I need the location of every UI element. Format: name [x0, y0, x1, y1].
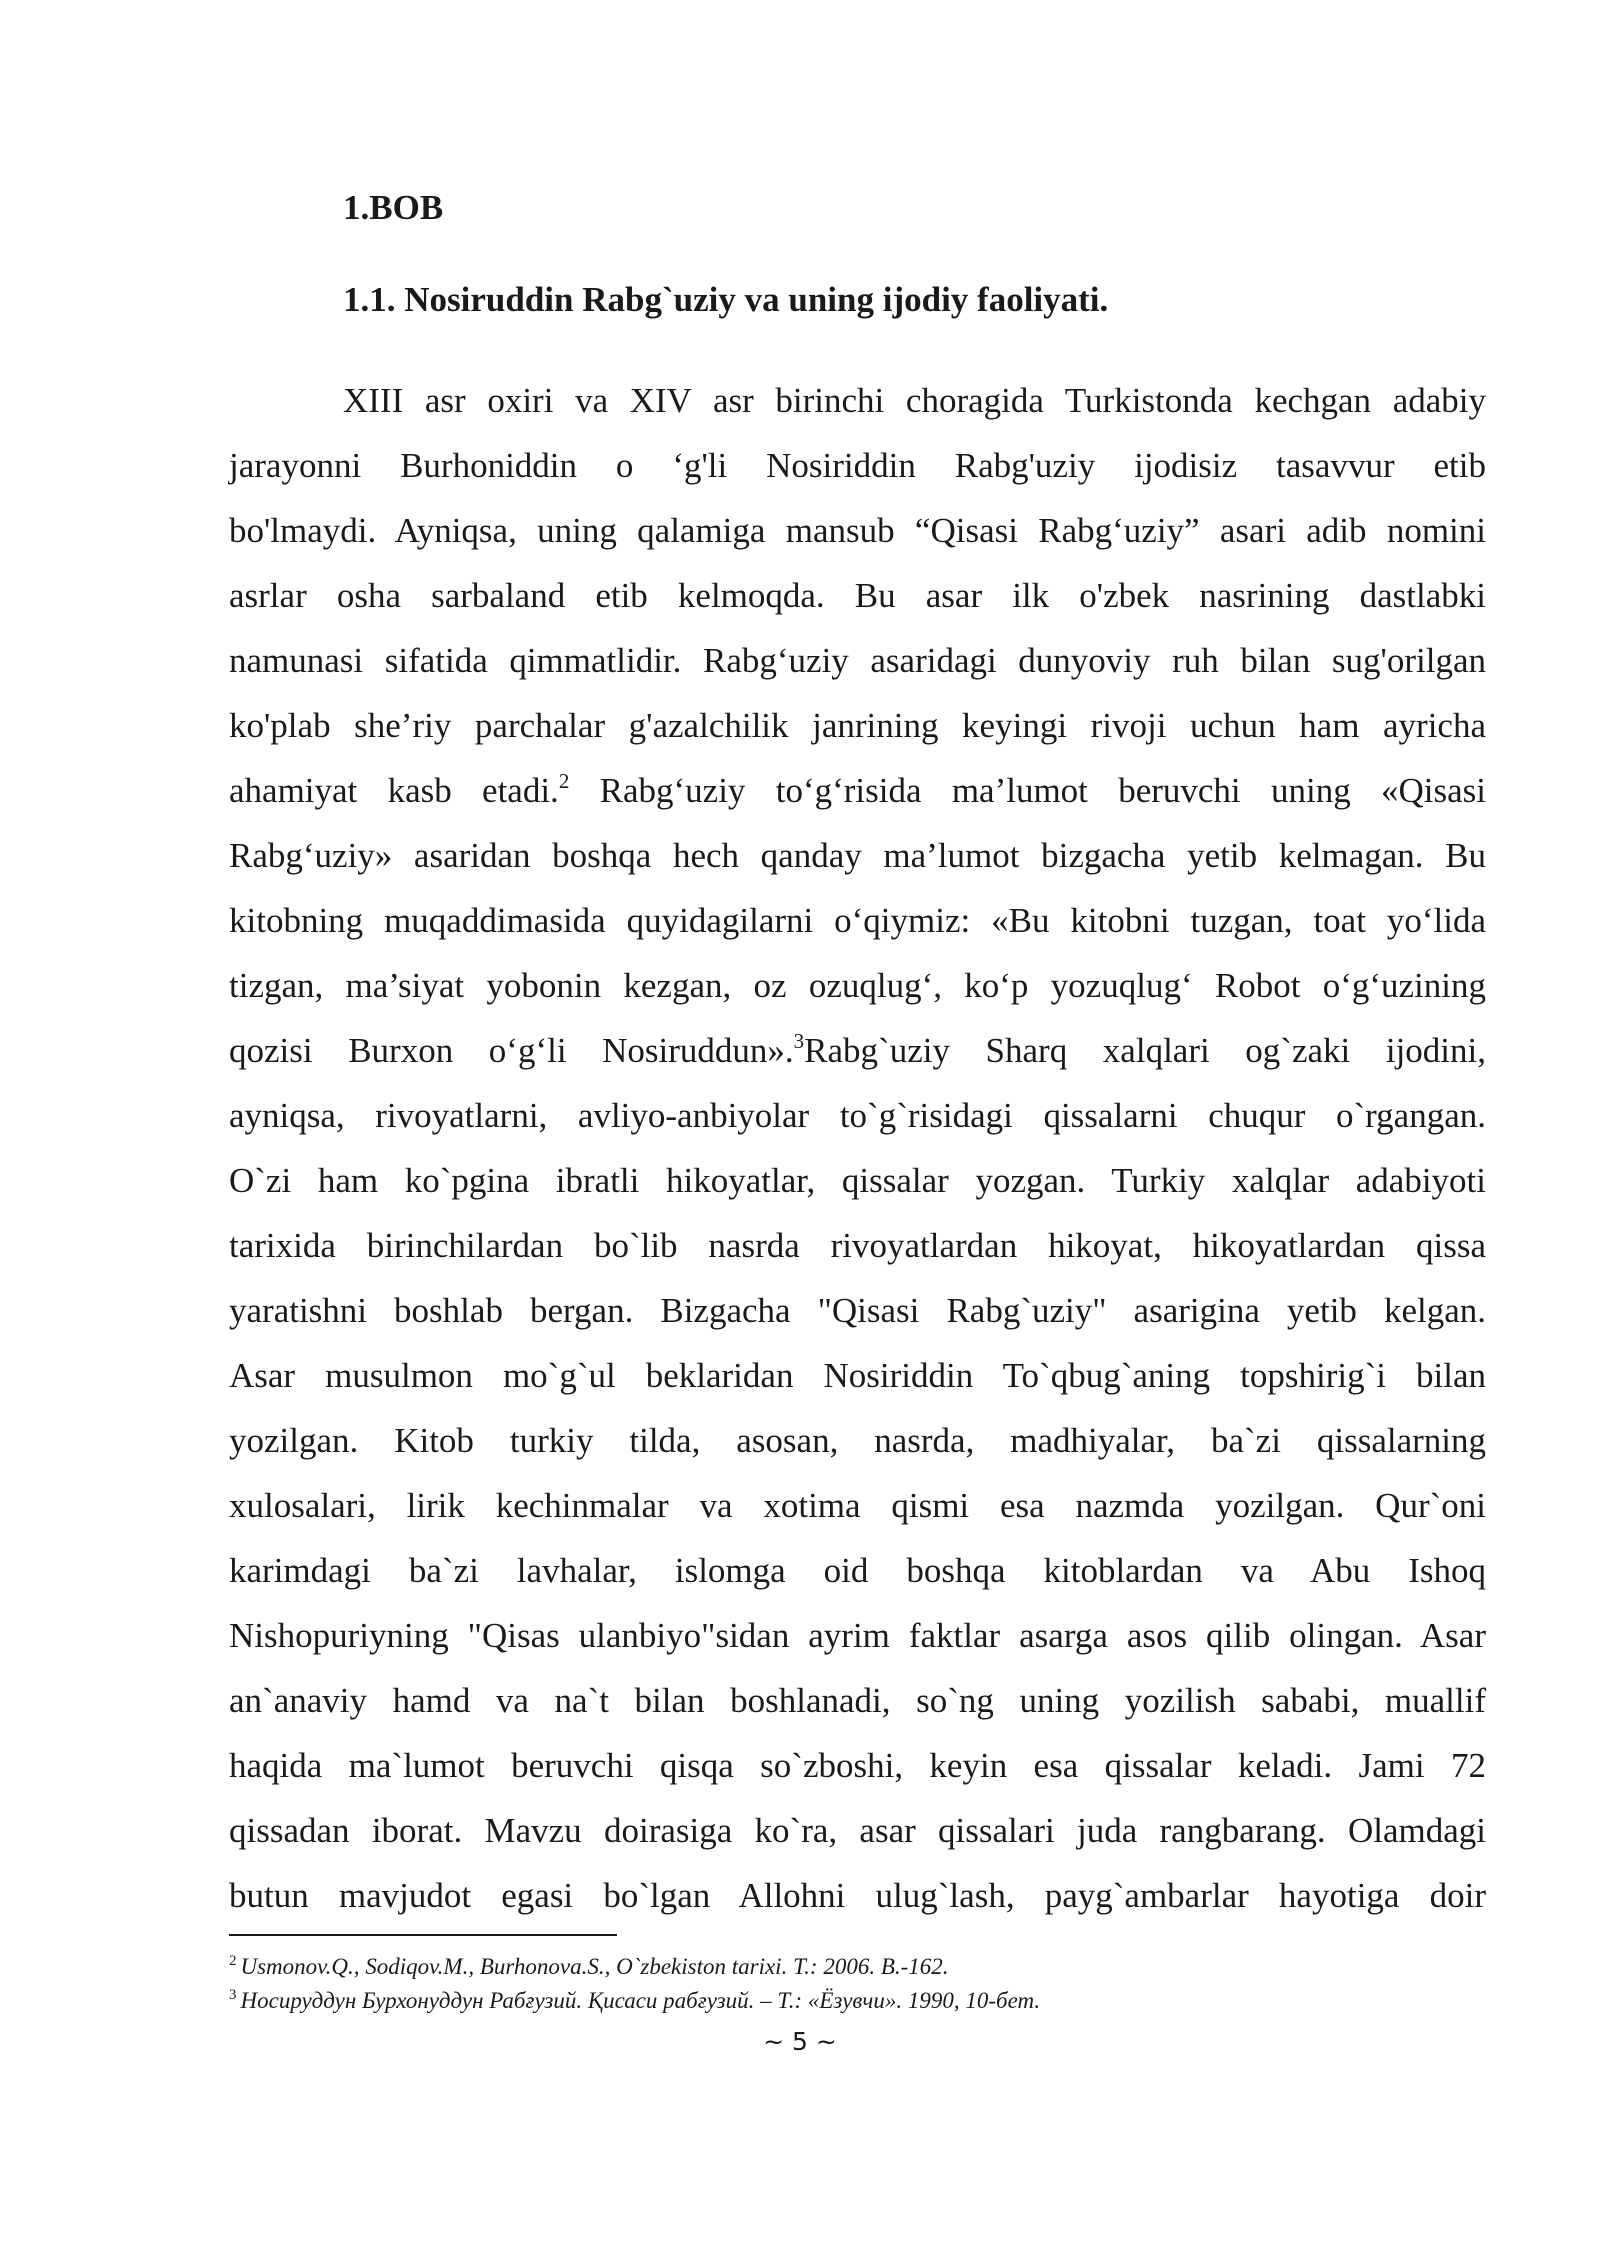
body-paragraph — [229, 368, 1486, 1928]
paragraph-line: tizgan, ma’siyat yobonin kezgan, oz ozuqlug‘, ko‘p yozuqlug‘ Robot o‘g‘uzining — [229, 966, 1486, 1005]
paragraph-line: Rabg‘uziy» asaridan boshqa hech qanday ma’lumot bizgacha yetib kelmagan. Bu — [229, 836, 1486, 875]
line-segment: qozisi Burxon o‘g‘li Nosiruddun». — [229, 1031, 794, 1070]
footnotes — [229, 1950, 1486, 2018]
paragraph-line: tarixida birinchilardan bo`lib nasrda rivoyatlardan hikoyat, hikoyatlardan qissa — [229, 1226, 1486, 1265]
footnote-text: Носируддун Бурхонуддун Рабғузий. Қисаси рабғузий. – Т.: «Ёзувчи». 1990, 10-бет. — [240, 1988, 1041, 2013]
footnote-number: 3 — [229, 1987, 237, 2003]
footnote-reference[interactable]: 3 — [793, 1029, 805, 1053]
paragraph-line: asrlar osha sarbaland etib kelmoqda. Bu asar ilk o'zbek nasrining dastlabki — [229, 576, 1486, 615]
line-segment: ahamiyat kasb etadi. — [229, 771, 559, 810]
paragraph-line: an`anaviy hamd va na`t bilan boshlanadi, so`ng uning yozilish sababi, muallif — [229, 1681, 1486, 1720]
footnote — [229, 1950, 1486, 1984]
paragraph-line: karimdagi ba`zi lavhalar, islomga oid boshqa kitoblardan va Abu Ishoq — [229, 1551, 1486, 1590]
paragraph-line: yaratishni boshlab bergan. Bizgacha "Qisasi Rabg`uziy" asarigina yetib kelgan. — [229, 1291, 1486, 1330]
paragraph-line — [229, 758, 1486, 823]
paragraph-line: yozilgan. Kitob turkiy tilda, asosan, nasrda, madhiyalar, ba`zi qissalarning — [229, 1421, 1486, 1460]
footnote-text: Usmonov.Q., Sodiqov.M., Burhonova.S., O`zbekiston tarixi. T.: 2006. B.-162. — [240, 1954, 949, 1979]
page-number: ~ 5 ~ — [763, 2027, 837, 2056]
footnote — [229, 1984, 1486, 2018]
paragraph-line: ayniqsa, rivoyatlarni, avliyo-anbiyolar to`g`risidagi qissalarni chuqur o`rgangan. — [229, 1096, 1486, 1135]
paragraph-line: qissadan iborat. Mavzu doirasiga ko`ra, asar qissalari juda rangbarang. Olamdagi — [229, 1811, 1486, 1850]
paragraph-line: haqida ma`lumot beruvchi qisqa so`zboshi, keyin esa qissalar keladi. Jami 72 — [229, 1746, 1486, 1785]
line-segment: Rabg‘uziy to‘g‘risida ma’lumot beruvchi uning «Qisasi — [599, 771, 1486, 810]
paragraph-line: Nishopuriyning "Qisas ulanbiyo"sidan ayrim faktlar asarga asos qilib olingan. Asar — [229, 1616, 1486, 1655]
paragraph-line: Asar musulmon mo`g`ul beklaridan Nosiriddin To`qbug`aning topshirig`i bilan — [229, 1356, 1486, 1395]
paragraph-line: butun mavjudot egasi bo`lgan Allohni ulug`lash, payg`ambarlar hayotiga doir — [229, 1876, 1486, 1915]
footnote-separator — [229, 1934, 617, 1936]
paragraph-line — [229, 1018, 1486, 1083]
paragraph-line: namunasi sifatida qimmatlidir. Rabg‘uziy asaridagi dunyoviy ruh bilan sug'orilgan — [229, 641, 1486, 680]
footnote-reference[interactable]: 2 — [558, 769, 570, 793]
footnote-number: 2 — [229, 1953, 237, 1969]
paragraph-line: bo'lmaydi. Ayniqsa, uning qalamiga mansub “Qisasi Rabg‘uziy” asari adib nomini — [229, 511, 1486, 550]
paragraph-line: O`zi ham ko`pgina ibratli hikoyatlar, qissalar yozgan. Turkiy xalqlar adabiyoti — [229, 1161, 1486, 1200]
paragraph-line: ko'plab she’riy parchalar g'azalchilik janrining keyingi rivoji uchun ham ayricha — [229, 706, 1486, 745]
paragraph-line: xulosalari, lirik kechinmalar va xotima qismi esa nazmda yozilgan. Qur`oni — [229, 1486, 1486, 1525]
chapter-heading: 1.BOB — [343, 188, 444, 227]
line-segment: Rabg`uziy Sharq xalqlari og`zaki ijodini, — [804, 1031, 1486, 1070]
paragraph-line: XIII asr oxiri va XIV asr birinchi choragida Turkistonda kechgan adabiy — [343, 381, 1486, 420]
section-heading: 1.1. Nosiruddin Rabg`uziy va uning ijodiy faoliyati. — [343, 280, 1109, 319]
paragraph-line: jarayonni Burhoniddin o ‘g'li Nosiriddin Rabg'uziy ijodisiz tasavvur etib — [229, 446, 1486, 485]
paragraph-line: kitobning muqaddimasida quyidagilarni o‘qiymiz: «Bu kitobni tuzgan, toat yo‘lida — [229, 901, 1486, 940]
